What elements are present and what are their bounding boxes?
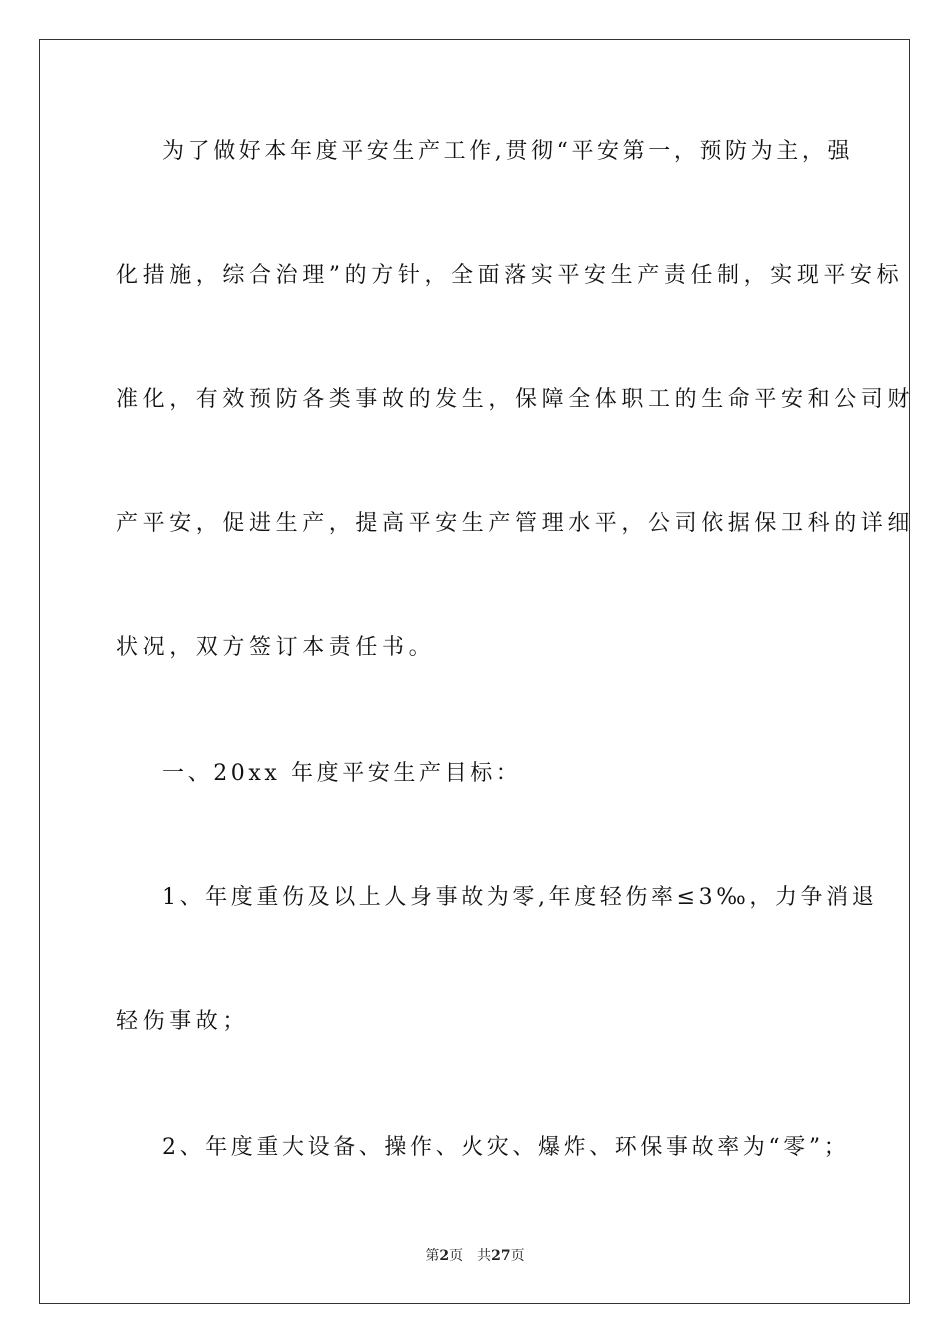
footer-page-mid: 页 共 xyxy=(449,1248,492,1264)
text-line-2: 化措施，综合治理”的方针，全面落实平安生产责任制，实现平安标 xyxy=(116,263,904,288)
text-line-7: 1、年度重伤及以上人身事故为零,年度轻伤率≤3‰，力争消退 xyxy=(162,885,878,910)
footer-page-suffix: 页 xyxy=(510,1248,525,1264)
text-line-3: 准化，有效预防各类事故的发生，保障全体职工的生命平安和公司财 xyxy=(116,387,915,412)
text-line-9: 2、年度重大设备、操作、火灾、爆炸、环保事故率为“零”； xyxy=(162,1135,850,1160)
footer-page-total: 27 xyxy=(491,1248,511,1264)
section-heading: 一、20xx 年度平安生产目标： xyxy=(162,761,522,786)
text-line-4: 产平安，促进生产，提高平安生产管理水平，公司依据保卫科的详细 xyxy=(116,511,915,536)
footer-page-prefix: 第 xyxy=(425,1248,440,1264)
page-footer xyxy=(0,1246,950,1266)
text-line-1: 为了做好本年度平安生产工作,贯彻“平安第一，预防为主，强 xyxy=(162,139,854,164)
text-line-5: 状况，双方签订本责任书。 xyxy=(116,635,436,660)
text-line-8: 轻伤事故； xyxy=(116,1009,250,1034)
page-border xyxy=(39,39,915,1304)
footer-page-current: 2 xyxy=(439,1248,450,1264)
